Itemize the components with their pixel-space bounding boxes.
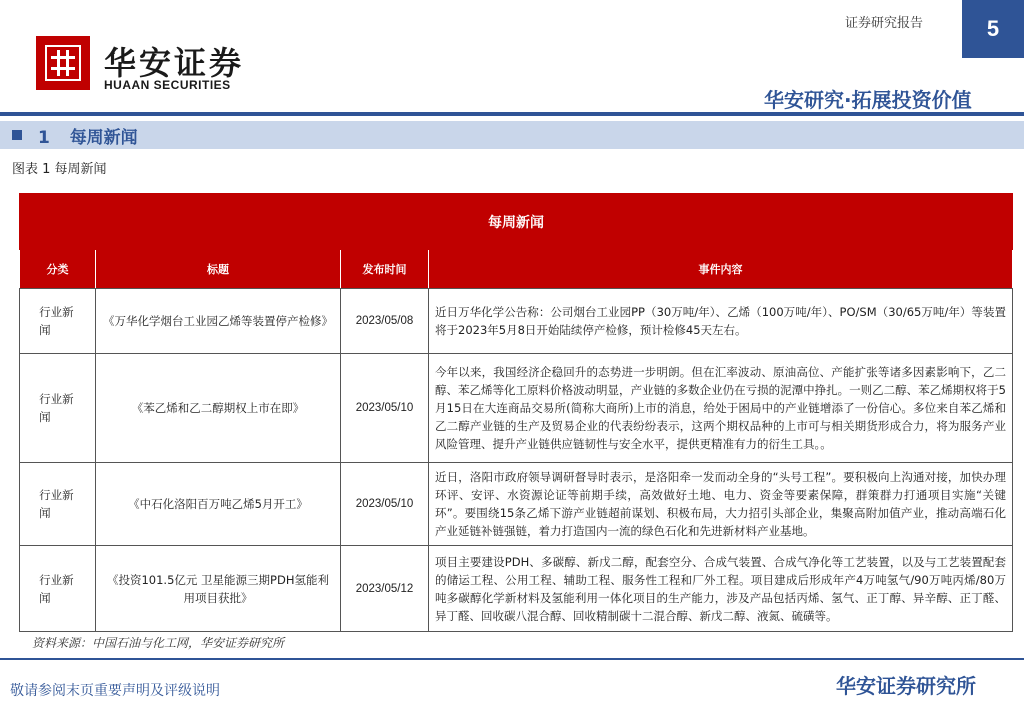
row-title: 《苯乙烯和乙二醇期权上市在即》 — [96, 354, 341, 463]
report-type-label: 证券研究报告 — [845, 16, 924, 31]
column-header-date: 发布时间 — [341, 250, 429, 289]
footer-institute: 华安证券研究所 — [836, 674, 976, 698]
row-date: 2023/05/08 — [341, 289, 429, 354]
row-category: 行业新闻 — [20, 546, 96, 632]
section-header-bar — [0, 121, 1024, 149]
page-number: 5 — [962, 0, 1024, 58]
table-title: 每周新闻 — [20, 194, 1013, 250]
section-number: 1 — [38, 128, 50, 148]
news-table — [19, 193, 1013, 632]
row-content: 今年以来，我国经济企稳回升的态势进一步明朗。但在汇率波动、原油高位、产能扩张等诸多因素影响下，乙二醇、苯乙烯等化工原料价格波动明显，产业链的多数企业仍在亏损的泥潭中挣扎。一则乙二醇、苯乙烯期权将于5月15日在大连商品交易所(简称大商所)上市的消息，给处于困局中的产业链增添了一份信心。多位来自苯乙烯和乙二醇产业链的生产及贸易企业的代表纷纷表示，这两个期权品种的上市可与相关期货形成合力，将为服务产业风险管理、提升产业链供应链韧性与安全水平，提供更精准有力的衍生工具。。 — [429, 354, 1013, 463]
column-header-title: 标题 — [96, 250, 341, 289]
table-row — [20, 463, 1013, 546]
table-title-row — [20, 194, 1013, 250]
row-date: 2023/05/10 — [341, 463, 429, 546]
row-title: 《投资101.5亿元 卫星能源三期PDH氢能利用项目获批》 — [96, 546, 341, 632]
row-content: 近日，洛阳市政府领导调研督导时表示，是洛阳牵一发而动全身的“头号工程”。要积极向上沟通对接，加快办理环评、安评、水资源论证等前期手续，高效做好土地、电力、资金等要素保障，群策群力打通项目实施“关键环”。要围绕15条乙烯下游产业链超前谋划、积极布局，大力招引头部企业，集聚高附加值产业，推动高端石化产业延链补链强链，着力打造国内一流的绿色石化和先进新材料产业基地。 — [429, 463, 1013, 546]
row-category: 行业新闻 — [20, 354, 96, 463]
section-bullet-icon — [12, 130, 22, 140]
row-category: 行业新闻 — [20, 463, 96, 546]
row-date: 2023/05/12 — [341, 546, 429, 632]
table-header-row — [20, 250, 1013, 289]
table-row — [20, 546, 1013, 632]
row-content: 项目主要建设PDH、多碳醇、新戊二醇，配套空分、合成气装置、合成气净化等工艺装置，以及与工艺装置配套的储运工程、公用工程、辅助工程、服务性工程和厂外工程。项目建成后形成年产4万吨氢气/90万吨丙烯/80万吨多碳醇化学新材料及氢能利用一体化项目的生产能力，涉及产品包括丙烯、氢气、正丁醇、异辛醇、正丁醛、异丁醛、回收碳八混合醇、回收精制碳十二混合醇、新戊二醇、液氮、硫磺等。 — [429, 546, 1013, 632]
row-title: 《万华化学烟台工业园乙烯等装置停产检修》 — [96, 289, 341, 354]
row-category: 行业新闻 — [20, 289, 96, 354]
logo-mark — [36, 36, 90, 90]
footer-disclaimer: 敬请参阅末页重要声明及评级说明 — [10, 683, 220, 699]
row-content: 近日万华化学公告称：公司烟台工业园PP（30万吨/年）、乙烯（100万吨/年）、PO/SM（30/65万吨/年）等装置将于2023年5月8日开始陆续停产检修，预计检修45天左右。 — [429, 289, 1013, 354]
brand-name-cn: 华安证券 — [104, 44, 245, 82]
section-title-text: 每周新闻 — [69, 128, 138, 148]
source-note: 资料来源：中国石油与化工网，华安证券研究所 — [32, 636, 285, 650]
header-slogan: 华安研究·拓展投资价值 — [764, 88, 972, 112]
table-row — [20, 354, 1013, 463]
column-header-content: 事件内容 — [429, 250, 1013, 289]
header-divider — [0, 112, 1024, 116]
footer-divider — [0, 658, 1024, 660]
section-title — [38, 123, 138, 148]
brand-name-en: HUAAN SECURITIES — [104, 78, 231, 92]
row-title: 《中石化洛阳百万吨乙烯5月开工》 — [96, 463, 341, 546]
row-date: 2023/05/10 — [341, 354, 429, 463]
table-row — [20, 289, 1013, 354]
figure-caption: 图表 1 每周新闻 — [12, 162, 107, 177]
column-header-category: 分类 — [20, 250, 96, 289]
